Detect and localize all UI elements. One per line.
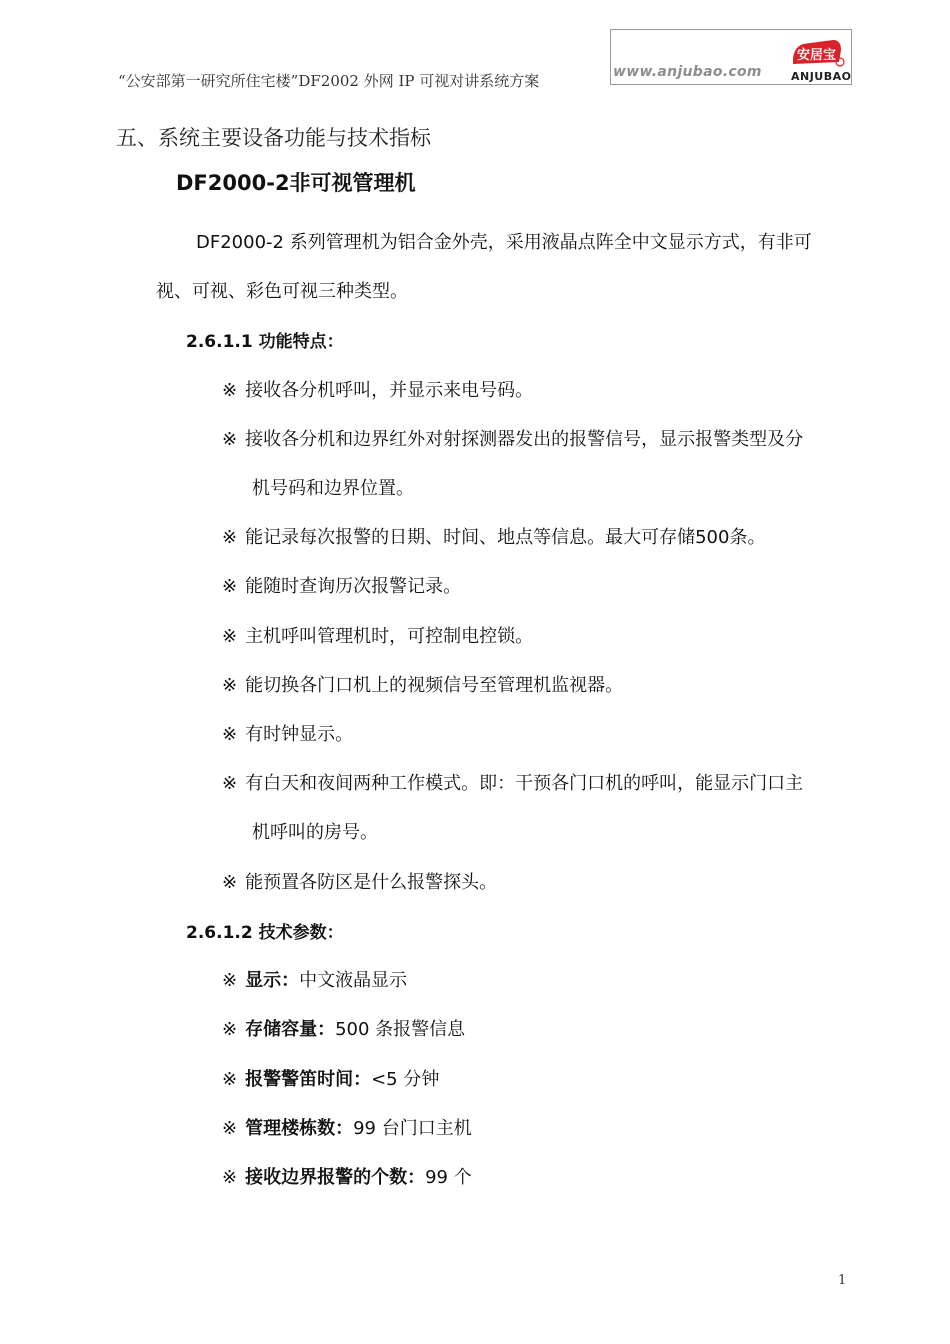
feature-item-continuation: 机号码和边界位置。 bbox=[252, 478, 414, 499]
feature-item-text: 接收各分机和边界红外对射探测器发出的报警信号，显示报警类型及分 bbox=[245, 429, 804, 450]
reference-mark: ※ bbox=[222, 527, 238, 548]
spec-value: 99 台门口主机 bbox=[353, 1118, 472, 1139]
intro-paragraph-line-1: DF2000-2 系列管理机为铝合金外壳，采用液晶点阵全中文显示方式，有非可 bbox=[196, 232, 812, 253]
spec-value: 中文液晶显示 bbox=[299, 970, 408, 991]
feature-item bbox=[222, 523, 765, 549]
feature-item bbox=[222, 769, 803, 795]
spec-item bbox=[222, 1065, 439, 1091]
feature-item bbox=[222, 425, 803, 451]
feature-item bbox=[222, 720, 353, 746]
reference-mark: ※ bbox=[222, 429, 238, 450]
logo-chinese-text: 安居宝 bbox=[797, 48, 837, 63]
spec-item bbox=[222, 966, 407, 992]
logo-brand-text: ANJUBAO bbox=[791, 70, 852, 83]
spec-label: 存储容量： bbox=[245, 1019, 336, 1040]
logo-url-text: www.anjubao.com bbox=[613, 64, 762, 80]
spec-label: 管理楼栋数： bbox=[245, 1118, 354, 1139]
reference-mark: ※ bbox=[222, 1019, 238, 1040]
feature-item-text: 主机呼叫管理机时，可控制电控锁。 bbox=[245, 626, 534, 647]
reference-mark: ※ bbox=[222, 1167, 238, 1188]
specs-heading: 2.6.1.2 技术参数： bbox=[186, 923, 344, 943]
feature-item bbox=[222, 868, 497, 894]
spec-value: <5 分钟 bbox=[371, 1069, 440, 1090]
spec-label: 接收边界报警的个数： bbox=[245, 1167, 426, 1188]
reference-mark: ※ bbox=[222, 576, 238, 597]
feature-item bbox=[222, 671, 623, 697]
spec-item bbox=[222, 1015, 465, 1041]
feature-item-continuation: 机呼叫的房号。 bbox=[252, 822, 378, 843]
spec-item bbox=[222, 1163, 472, 1189]
feature-item bbox=[222, 622, 533, 648]
logo-mark-icon bbox=[789, 34, 847, 68]
feature-item-text: 接收各分机呼叫，并显示来电号码。 bbox=[245, 380, 534, 401]
page-number: 1 bbox=[838, 1273, 847, 1288]
spec-item bbox=[222, 1114, 472, 1140]
spec-value: 500 条报警信息 bbox=[335, 1019, 466, 1040]
product-title: DF2000-2非可视管理机 bbox=[176, 171, 416, 195]
feature-item bbox=[222, 376, 533, 402]
spec-value: 99 个 bbox=[425, 1167, 472, 1188]
document-header-title: “公安部第一研究所住宅楼”DF2002 外网 IP 可视对讲系统方案 bbox=[118, 72, 540, 90]
company-logo bbox=[610, 29, 852, 85]
reference-mark: ※ bbox=[222, 626, 238, 647]
intro-paragraph-line-2: 视、可视、彩色可视三种类型。 bbox=[156, 281, 408, 302]
reference-mark: ※ bbox=[222, 675, 238, 696]
spec-label: 报警警笛时间： bbox=[245, 1069, 372, 1090]
reference-mark: ※ bbox=[222, 970, 238, 991]
section-heading: 五、系统主要设备功能与技术指标 bbox=[116, 126, 431, 150]
spec-label: 显示： bbox=[245, 970, 300, 991]
feature-item bbox=[222, 572, 461, 598]
reference-mark: ※ bbox=[222, 1118, 238, 1139]
feature-item-text: 有白天和夜间两种工作模式。即：干预各门口机的呼叫，能显示门口主 bbox=[245, 773, 804, 794]
reference-mark: ※ bbox=[222, 724, 238, 745]
reference-mark: ※ bbox=[222, 1069, 238, 1090]
reference-mark: ※ bbox=[222, 773, 238, 794]
reference-mark: ※ bbox=[222, 872, 238, 893]
feature-item-text: 能切换各门口机上的视频信号至管理机监视器。 bbox=[245, 675, 624, 696]
feature-item-text: 能记录每次报警的日期、时间、地点等信息。最大可存储500条。 bbox=[245, 527, 766, 548]
feature-item-text: 有时钟显示。 bbox=[245, 724, 354, 745]
reference-mark: ※ bbox=[222, 380, 238, 401]
feature-item-text: 能随时查询历次报警记录。 bbox=[245, 576, 462, 597]
feature-item-text: 能预置各防区是什么报警探头。 bbox=[245, 872, 498, 893]
features-heading: 2.6.1.1 功能特点： bbox=[186, 332, 344, 352]
